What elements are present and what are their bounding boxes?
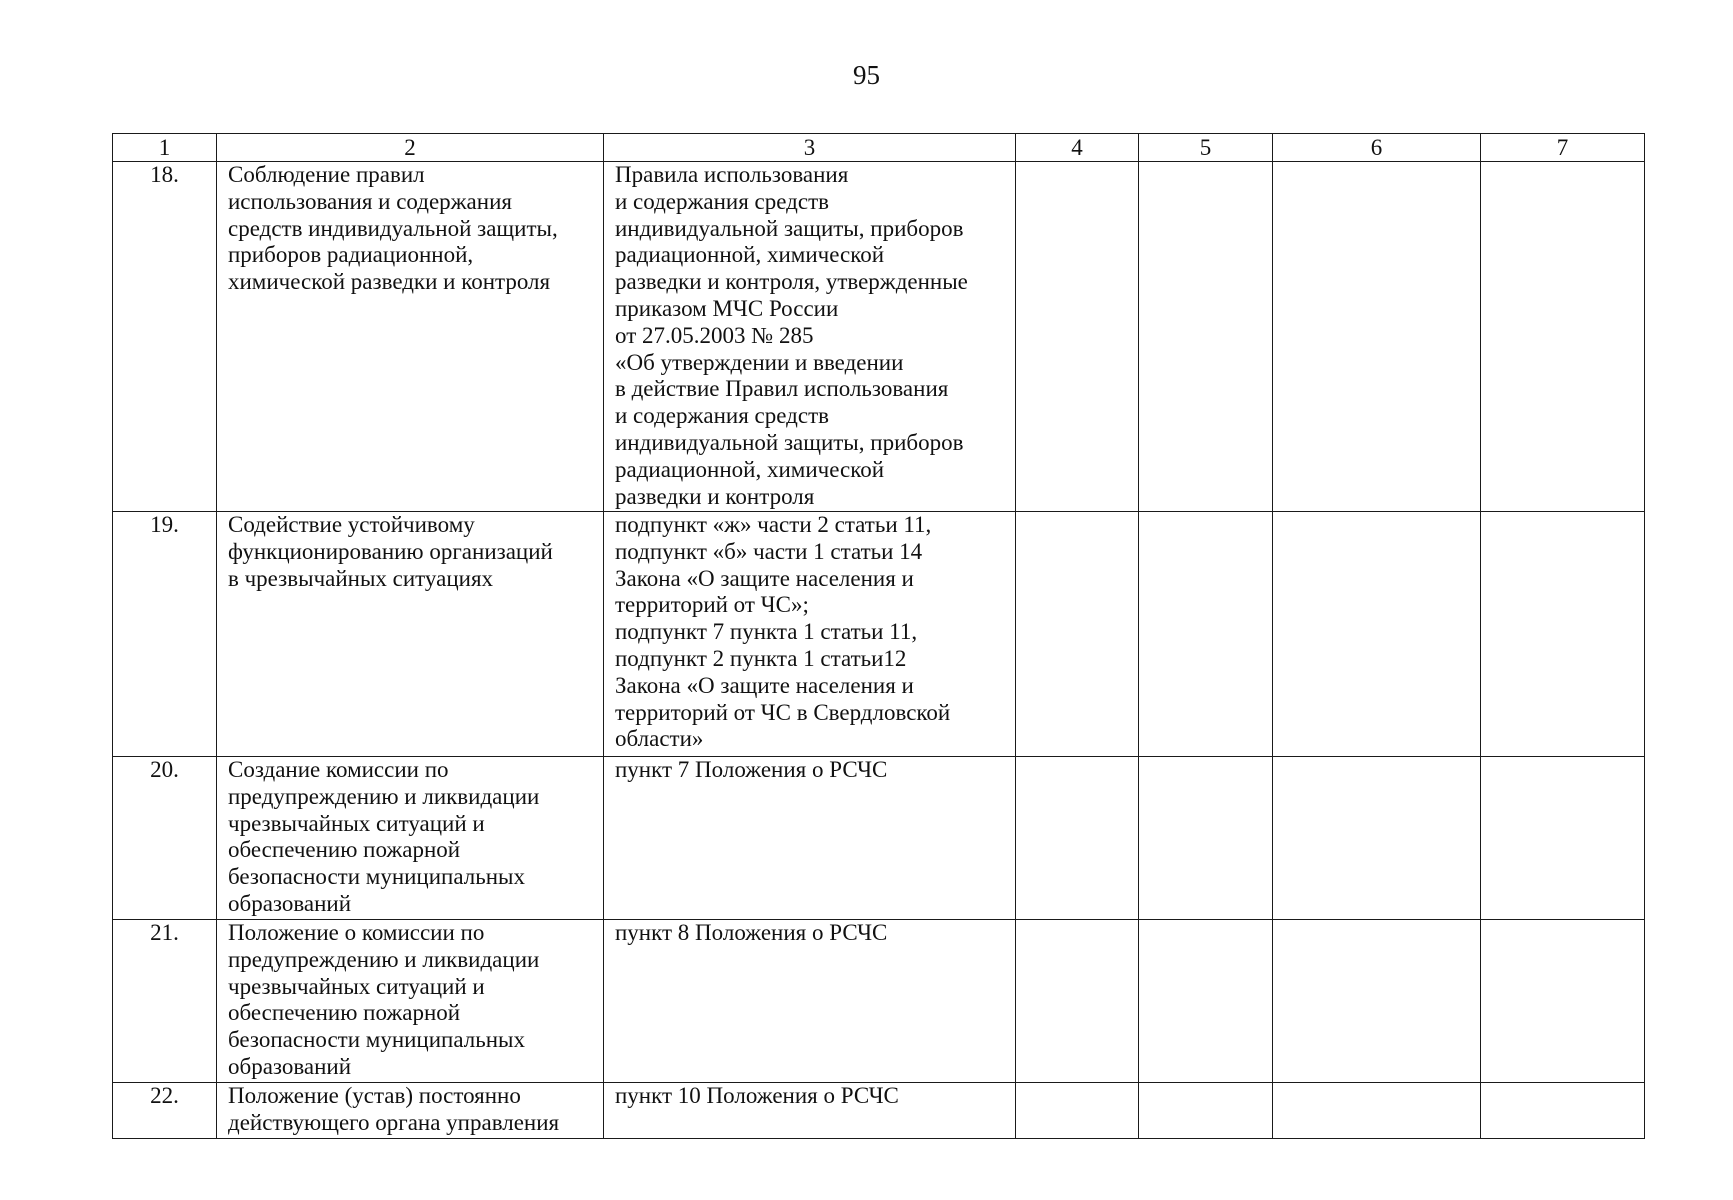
requirement-cell [217,162,604,512]
row-number: 20. [113,757,217,920]
column-header-4: 4 [1016,134,1139,162]
cell-text-line: в чрезвычайных ситуациях [228,565,494,591]
page-number: 95 [853,60,880,90]
cell-col-6 [1273,162,1481,512]
cell-text-line: разведки и контроля [615,483,815,509]
requirements-table [112,133,1645,1139]
row-number: 22. [113,1083,217,1139]
requirement-cell [217,1083,604,1139]
cell-col-5 [1139,757,1273,920]
table-row [113,920,1645,1083]
cell-text-line: подпункт «ж» части 2 статьи 11, [615,512,932,537]
cell-text-line: Содействие устойчивому [228,512,475,537]
cell-text-line: безопасности муниципальных [228,1027,526,1053]
column-header-2: 2 [217,134,604,162]
cell-col-5 [1139,1083,1273,1139]
cell-text-line: Закона «О защите населения и [615,672,914,698]
table-row [113,1083,1645,1139]
cell-text-line: образований [228,1053,352,1079]
cell-text-line: территорий от ЧС в Свердловской [615,699,951,725]
cell-text-line: обеспечению пожарной [228,1000,461,1026]
cell-col-5 [1139,512,1273,757]
requirement-cell [217,757,604,920]
cell-col-7 [1481,1083,1645,1139]
cell-text-line: чрезвычайных ситуаций и [228,973,485,999]
cell-col-6 [1273,920,1481,1083]
cell-text-line: индивидуальной защиты, приборов [615,429,964,455]
cell-text-line: химической разведки и контроля [228,269,551,295]
cell-text-line: «Об утверждении и введении [615,349,904,375]
cell-text-line: предупреждению и ликвидации [228,946,540,972]
cell-text-line: образований [228,890,352,916]
row-number: 21. [113,920,217,1083]
cell-text-line: в действие Правил использования [615,376,949,402]
cell-col-4 [1016,512,1139,757]
cell-col-4 [1016,1083,1139,1139]
row-number: 19. [113,512,217,757]
cell-col-5 [1139,920,1273,1083]
cell-text-line: от 27.05.2003 № 285 [615,322,814,348]
cell-text-line: приказом МЧС России [615,295,839,321]
cell-text-line: чрезвычайных ситуаций и [228,810,485,836]
column-header-7: 7 [1481,134,1645,162]
cell-col-7 [1481,920,1645,1083]
cell-text-line: использования и содержания [228,188,512,214]
cell-text-line: территорий от ЧС»; [615,592,809,618]
cell-col-6 [1273,1083,1481,1139]
requirement-cell [217,512,604,757]
cell-col-7 [1481,512,1645,757]
cell-col-6 [1273,512,1481,757]
cell-text-line: Соблюдение правил [228,162,425,187]
column-header-6: 6 [1273,134,1481,162]
cell-text-line: пункт 7 Положения о РСЧС [615,757,888,782]
requirement-cell [217,920,604,1083]
cell-text-line: подпункт 7 пункта 1 статьи 11, [615,619,918,645]
cell-text-line: разведки и контроля, утвержденные [615,269,968,295]
cell-text-line: радиационной, химической [615,242,885,268]
table-row [113,512,1645,757]
cell-text-line: Создание комиссии по [228,757,449,782]
table-header-row [113,134,1645,162]
cell-text-line: Положение о комиссии по [228,920,485,945]
cell-col-5 [1139,162,1273,512]
cell-text-line: Правила использования [615,162,849,187]
table-row [113,162,1645,512]
cell-text-line: пункт 8 Положения о РСЧС [615,920,888,945]
column-header-5: 5 [1139,134,1273,162]
cell-col-4 [1016,162,1139,512]
cell-text-line: индивидуальной защиты, приборов [615,215,964,241]
cell-text-line: подпункт 2 пункта 1 статьи12 [615,645,907,671]
legal-basis-cell [604,757,1016,920]
cell-text-line: радиационной, химической [615,456,885,482]
cell-text-line: и содержания средств [615,188,829,214]
cell-text-line: Положение (устав) постоянно [228,1083,521,1108]
legal-basis-cell [604,1083,1016,1139]
cell-text-line: и содержания средств [615,403,829,429]
cell-text-line: подпункт «б» части 1 статьи 14 [615,538,923,564]
cell-text-line: действующего органа управления [228,1109,560,1135]
cell-col-4 [1016,920,1139,1083]
legal-basis-cell [604,162,1016,512]
cell-col-6 [1273,757,1481,920]
legal-basis-cell [604,512,1016,757]
cell-text-line: предупреждению и ликвидации [228,783,540,809]
row-number: 18. [113,162,217,512]
column-header-3: 3 [604,134,1016,162]
cell-text-line: области» [615,726,704,752]
table-row [113,757,1645,920]
cell-col-4 [1016,757,1139,920]
cell-text-line: функционированию организаций [228,538,553,564]
cell-col-7 [1481,757,1645,920]
cell-col-7 [1481,162,1645,512]
legal-basis-cell [604,920,1016,1083]
cell-text-line: безопасности муниципальных [228,864,526,890]
cell-text-line: приборов радиационной, [228,242,474,268]
cell-text-line: Закона «О защите населения и [615,565,914,591]
cell-text-line: средств индивидуальной защиты, [228,215,558,241]
cell-text-line: обеспечению пожарной [228,837,461,863]
column-header-1: 1 [113,134,217,162]
cell-text-line: пункт 10 Положения о РСЧС [615,1083,899,1108]
